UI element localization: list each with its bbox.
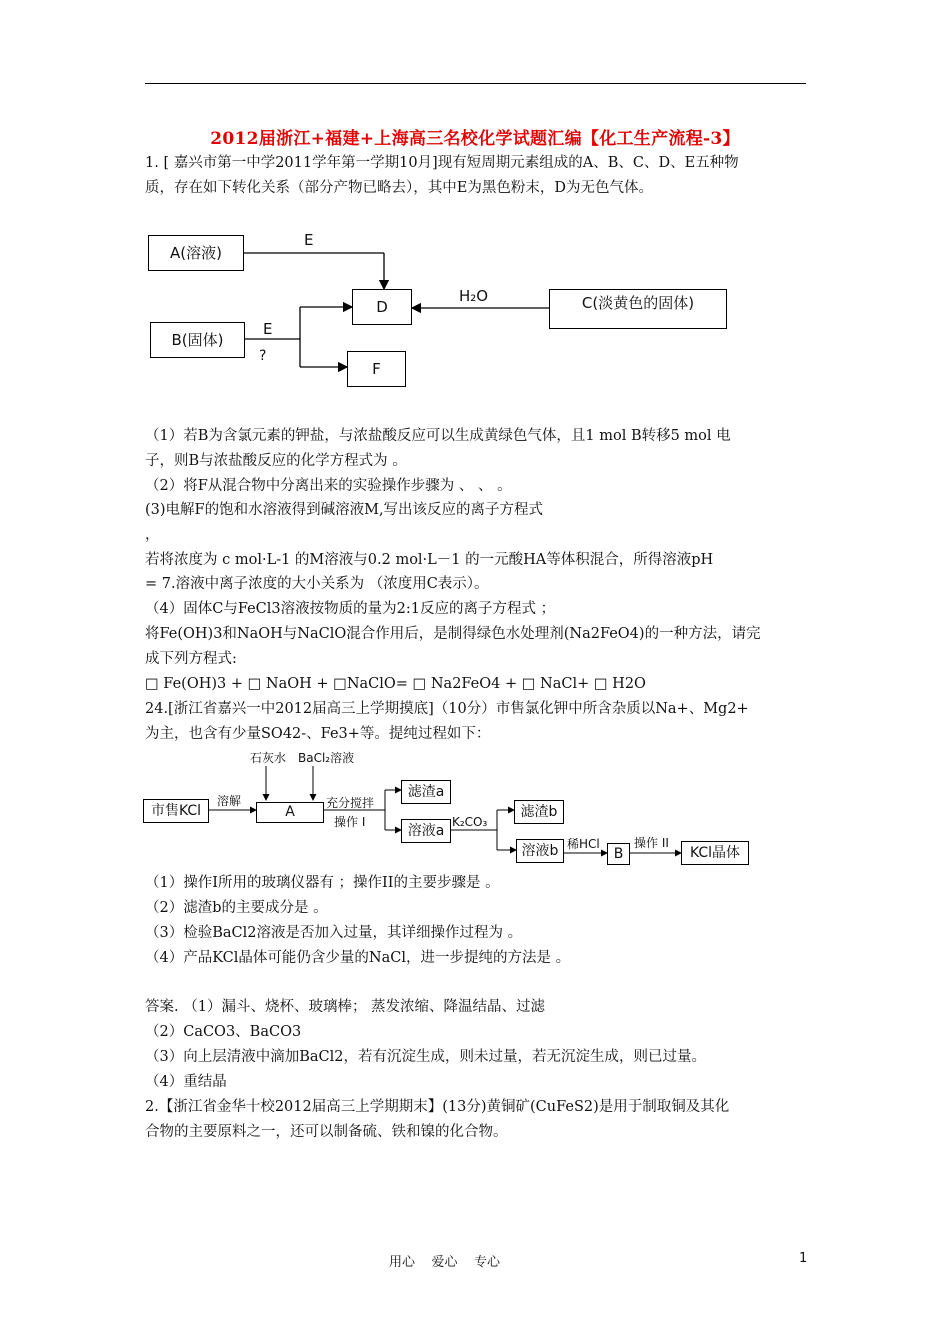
q1-part4-equation: □ Fe(OH)3 + □ NaOH + □NaClO= □ Na2FeO4 + □ NaCl+ □ H2O: [145, 676, 646, 692]
footer-motto: 用心 爱心 专心: [389, 1255, 501, 1270]
label-question-mark: ?: [259, 348, 267, 364]
box-c-yellow-solid: C(淡黄色的固体): [549, 289, 727, 329]
q24-sub2: （2）滤渣b的主要成分是 。: [145, 900, 328, 916]
q1-part3-line1: (3)电解F的饱和水溶液得到碱溶液M,写出该反应的离子方程式: [145, 502, 544, 518]
q24-sub1: （1）操作I所用的玻璃仪器有 ；操作II的主要步骤是 。: [145, 875, 500, 891]
q1-part4-line1: （4）固体C与FeCl3溶液按物质的量为2:1反应的离子方程式 ；: [145, 601, 556, 617]
box-filtrate-b: 溶液b: [516, 839, 564, 863]
box-b: B: [607, 843, 630, 865]
q1-part2: （2）将F从混合物中分离出来的实验操作步骤为 、 、 。: [145, 478, 512, 494]
q2-line2: 合物的主要原料之一，还可以制备硫、铁和镍的化合物。: [145, 1124, 508, 1140]
box-b-solid: B(固体): [150, 322, 245, 358]
label-h2o: H₂O: [459, 287, 489, 305]
q1-part3-line4: = 7.溶液中离子浓度的大小关系为 （浓度用C表示）。: [145, 576, 489, 592]
box-kcl-crystal: KCl晶体: [681, 841, 749, 865]
q24-answer4: （4）重结晶: [145, 1074, 227, 1090]
q1-part4-line2: 将Fe(OH)3和NaOH与NaClO混合作用后，是制得绿色水处理剂(Na2FeO4)的一种方法，请完: [145, 626, 761, 642]
q24-intro-line2: 为主，也含有少量SO42-、Fe3+等。提纯过程如下：: [145, 726, 491, 742]
q24-intro-line1: 24.[浙江省嘉兴一中2012届高三上学期摸底]（10分）市售氯化钾中所含杂质以Na+、Mg2+: [145, 701, 749, 717]
page-title: 2012届浙江+福建+上海高三名校化学试题汇编【化工生产流程-3】: [210, 129, 740, 149]
label-lime-water: 石灰水: [250, 751, 287, 765]
q24-answer3: （3）向上层清液中滴加BaCl2，若有沉淀生成，则未过量，若无沉淀生成，则已过量。: [145, 1049, 706, 1065]
label-operation-1: 操作 I: [334, 815, 366, 829]
box-a: A: [256, 802, 324, 823]
box-residue-b: 滤渣b: [514, 800, 564, 824]
box-market-kcl: 市售KCl: [143, 799, 209, 823]
label-bacl2-solution: BaCl₂溶液: [298, 751, 355, 765]
label-e-mid: E: [263, 320, 273, 338]
box-residue-a: 滤渣a: [401, 780, 451, 804]
q1-part1-line1: （1）若B为含氯元素的钾盐，与浓盐酸反应可以生成黄绿色气体，且1 mol B转移5 mol 电: [145, 428, 731, 444]
page-number: 1: [799, 1251, 808, 1266]
label-dissolve: 溶解: [217, 794, 242, 808]
box-f: F: [347, 351, 406, 387]
label-stir: 充分搅拌: [326, 796, 375, 810]
q2-line1: 2.【浙江省金华十校2012届高三上学期期末】(13分)黄铜矿(CuFeS2)是用于制取铜及其化: [145, 1099, 730, 1115]
q24-answer2: （2）CaCO3、BaCO3: [145, 1024, 302, 1040]
label-k2co3: K₂CO₃: [452, 815, 488, 829]
label-operation-2: 操作 II: [634, 836, 669, 850]
box-d: D: [352, 289, 412, 325]
label-dilute-hcl: 稀HCl: [567, 837, 600, 851]
q1-intro-line1: 1. [ 嘉兴市第一中学2011学年第一学期10月]现有短周期元素组成的A、B、C、D、E五种物: [145, 155, 739, 171]
box-filtrate-a: 溶液a: [401, 819, 451, 843]
q1-intro-line2: 质，存在如下转化关系（部分产物已略去），其中E为黑色粉末，D为无色气体。: [145, 180, 653, 196]
q24-sub3: （3）检验BaCl2溶液是否加入过量，其详细操作过程为 。: [145, 925, 523, 941]
q1-part3-line2: ，: [145, 527, 160, 543]
q24-sub4: （4）产品KCl晶体可能仍含少量的NaCl，进一步提纯的方法是 。: [145, 950, 571, 966]
q1-part1-line2: 子，则B与浓盐酸反应的化学方程式为 。: [145, 453, 407, 469]
q24-answer1: 答案. （1）漏斗、烧杯、玻璃棒； 蒸发浓缩、降温结晶、过滤: [145, 999, 546, 1015]
label-e-top: E: [304, 231, 314, 249]
box-a-solution: A(溶液): [148, 235, 244, 271]
q1-part3-line3: 若将浓度为 c mol·L-1 的M溶液与0.2 mol·L－1 的一元酸HA等体积混合，所得溶液pH: [145, 552, 714, 568]
q1-part4-line3: 成下列方程式:: [145, 651, 237, 667]
